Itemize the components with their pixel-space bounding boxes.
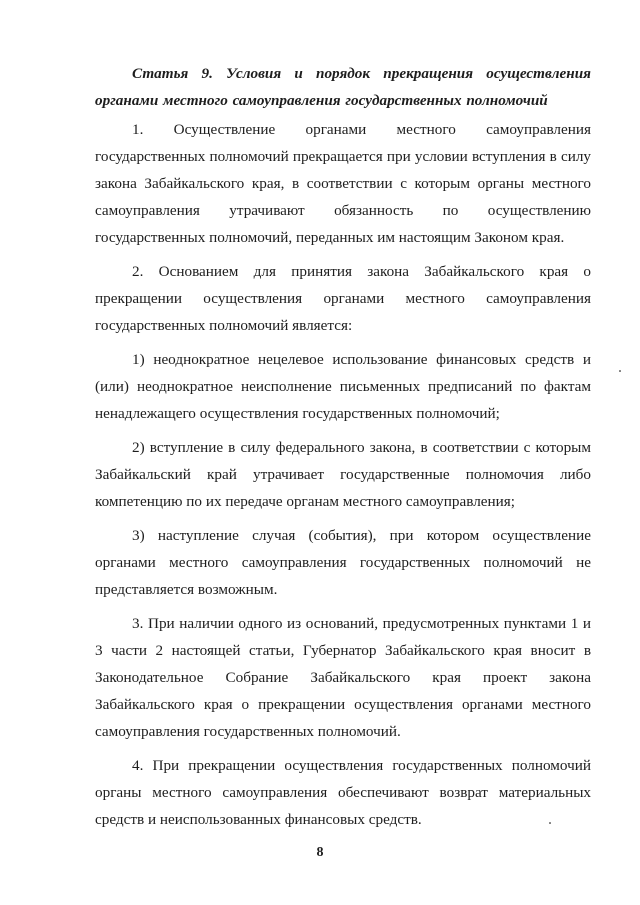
paragraph-3: 3. При наличии одного из оснований, предусмотренных пунктами 1 и 3 части 2 настоящей статьи, Губернатор Забайкальского края вносит в Законодательное Собрание Забайкальского края проект закона Забайкальского края о прекращении осуществления органами местного самоуправления государственных полномочий. [95, 615, 591, 740]
scan-speck [549, 822, 551, 824]
page-number: 8 [316, 845, 324, 860]
paragraph-2: 2. Основанием для принятия закона Забайкальского края о прекращении осуществления органами местного самоуправления государственных полномочий является: [95, 263, 591, 334]
scan-speck [619, 370, 621, 372]
paragraph-2-item-1: 1) неоднократное нецелевое использование финансовых средств и (или) неоднократное неисполнение письменных предписаний по фактам ненадлежащего осуществления государственных полномочий; [95, 351, 591, 422]
paragraph-1: 1. Осуществление органами местного самоуправления государственных полномочий прекращается при условии вступления в силу закона Забайкальского края, в соответствии с которым органы местного самоуправления утрачивают обязанность по осуществлению государственных полномочий, переданных им настоящим Законом края. [95, 121, 591, 246]
paragraph-2-item-2: 2) вступление в силу федерального закона, в соответствии с которым Забайкальский край утрачивает государственные полномочия либо компетенцию по их передаче органам местного самоуправления; [95, 439, 591, 510]
article-heading: Статья 9. Условия и порядок прекращения осуществления органами местного самоуправления государственных полномочий [95, 65, 591, 109]
page-content [95, 60, 591, 840]
paragraph-4: 4. При прекращении осуществления государственных полномочий органы местного самоуправления обеспечивают возврат материальных средств и неиспользованных финансовых средств. [95, 757, 591, 828]
paragraph-2-item-3: 3) наступление случая (события), при котором осуществление органами местного самоуправления государственных полномочий не представляется возможным. [95, 527, 591, 598]
